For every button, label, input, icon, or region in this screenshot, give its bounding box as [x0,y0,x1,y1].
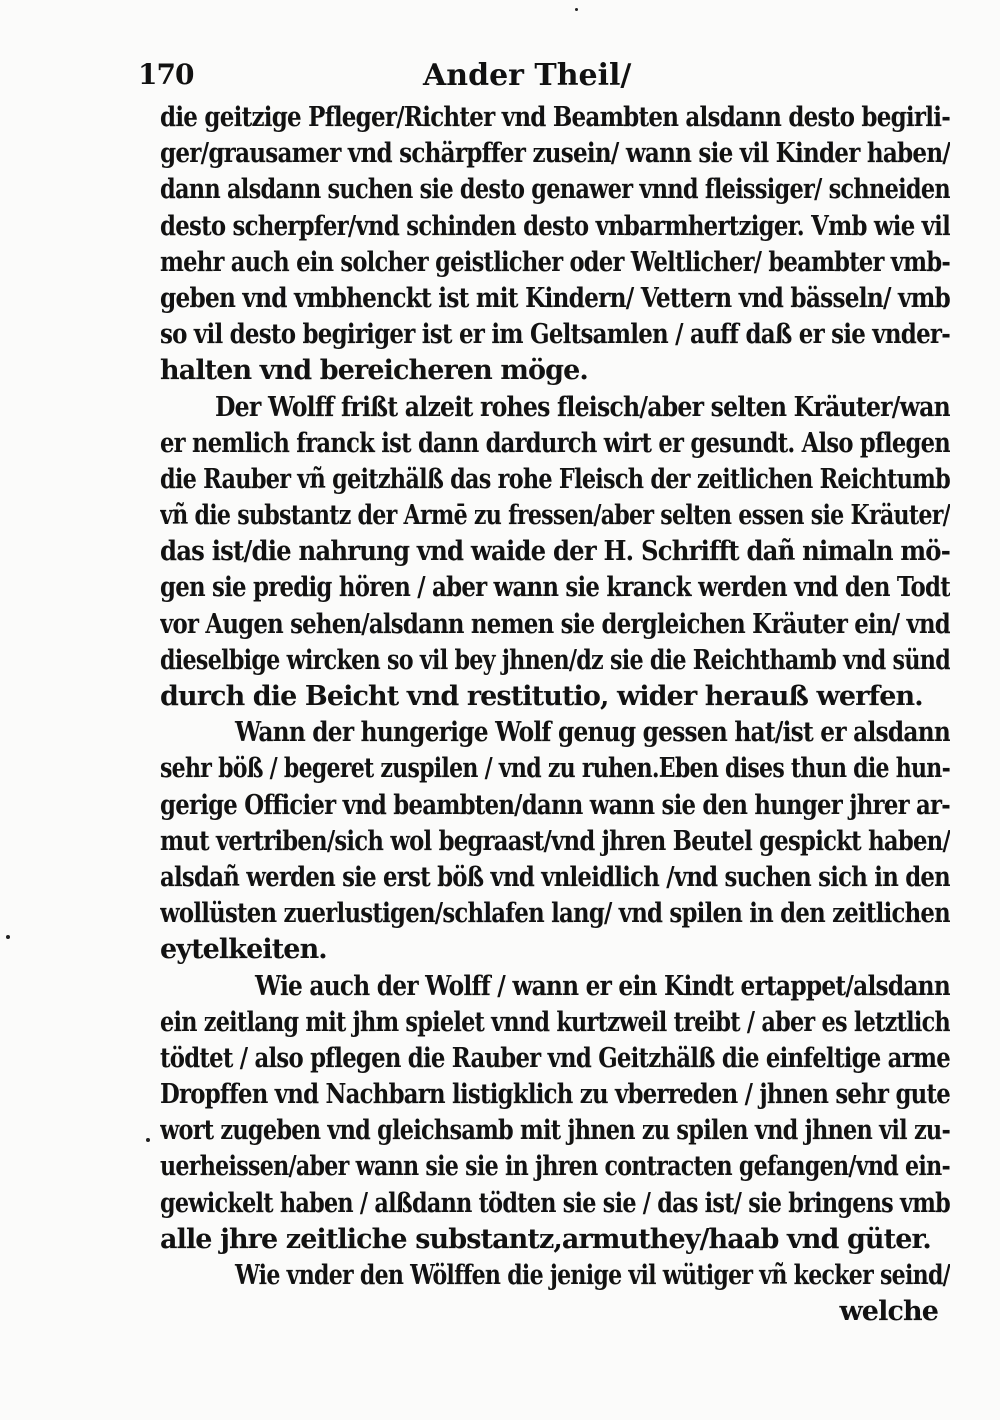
text-line: vor Augen sehen/alsdann nemen sie dergleichen Kräuter ein/ vnd [160,608,950,640]
text-line: halten vnd bereicheren möge. [160,355,588,387]
text-line: welche [839,1296,938,1328]
text-line: alle jhre zeitliche substantz,armuthey/haab vnd güter. [160,1223,931,1255]
text-line: gewickelt haben / alßdann tödten sie sie / das ist/ sie bringens vmb [160,1187,950,1219]
text-line: alsdañ werden sie erst böß vnd vnleidlich /vnd suchen sich in den [160,861,950,893]
text-line: sehr böß / begeret zuspilen / vnd zu ruhen.Eben dises thun die hun- [160,753,950,785]
running-head: Ander Theil/ [423,58,632,93]
text-line: desto scherpfer/vnd schinden desto vnbarmhertziger. Vmb wie vil [160,210,950,242]
page-header [138,58,938,98]
ink-speck [146,1138,150,1142]
text-line: eytelkeiten. [160,934,327,966]
text-line: die Rauber vñ geitzhälß das rohe Fleisch der zeitlichen Reichtumb [160,463,950,495]
text-line: geben vnd vmbhenckt ist mit Kindern/ Vettern vnd bässeln/ vmb [160,282,950,314]
text-line: mut vertriben/sich wol begraast/vnd jhren Beutel gespickt haben/ [160,825,950,857]
text-line: wollüsten zuerlustigen/schlafen lang/ vnd spilen in den zeitlichen [160,898,950,930]
text-line: die geitzige Pfleger/Richter vnd Beambten alsdann desto begirli- [160,102,950,133]
text-line: so vil desto begiriger ist er im Geltsamlen / auff daß er sie vnder- [160,319,950,351]
text-line: Wie auch der Wolff / wann er ein Kindt ertappet/alsdann [255,970,950,1002]
text-line: gen sie predig hören / aber wann sie kranck werden vnd den Todt [160,572,950,604]
text-line: dieselbige wircken so vil bey jhnen/dz sie die Reichthamb vnd sünd [160,644,950,676]
body-text [160,100,950,1330]
text-line: mehr auch ein solcher geistlicher oder Weltlicher/ beambter vmb- [160,246,950,278]
text-line: Der Wolff frißt alzeit rohes fleisch/aber selten Kräuter/wan [215,391,950,423]
page-number: 170 [138,58,194,91]
text-line: Dropffen vnd Nachbarn listigklich zu vberreden / jhnen sehr gute [160,1079,950,1111]
text-line: tödtet / also pflegen die Rauber vnd Geitzhälß die einfeltige arme [160,1042,950,1074]
text-line: dann alsdann suchen sie desto genawer vnnd fleissiger/ schneiden [160,174,950,206]
text-line: ger/grausamer vnd schärpffer zusein/ wann sie vil Kinder haben/ [160,138,950,170]
ink-speck [6,935,10,939]
text-line: durch die Beicht vnd restitutio, wider herauß werfen. [160,681,923,712]
text-line: wort zugeben vnd gleichsamb mit jhnen zu spilen vnd jhnen vil zu- [160,1115,950,1147]
text-line: uerheissen/aber wann sie sie in jhren contracten gefangen/vnd ein- [160,1151,950,1183]
ink-speck [575,8,578,11]
text-line: ein zeitlang mit jhm spielet vnnd kurtzweil treibt / aber es letztlich [160,1006,950,1038]
text-line: er nemlich franck ist dann dardurch wirt er gesundt. Also pflegen [160,427,950,459]
text-line: vñ die substantz der Armē zu fressen/aber selten essen sie Kräuter/ [160,500,950,532]
text-line: gerige Officier vnd beambten/dann wann sie den hunger jhrer ar- [160,789,950,821]
text-line: Wie vnder den Wölffen die jenige vil wütiger vñ kecker seind/ [235,1260,950,1291]
text-line: das ist/die nahrung vnd waide der H. Schrifft dañ nimaln mö- [160,536,950,568]
text-line: Wann der hungerige Wolf genug gessen hat/ist er alsdann [235,717,950,749]
